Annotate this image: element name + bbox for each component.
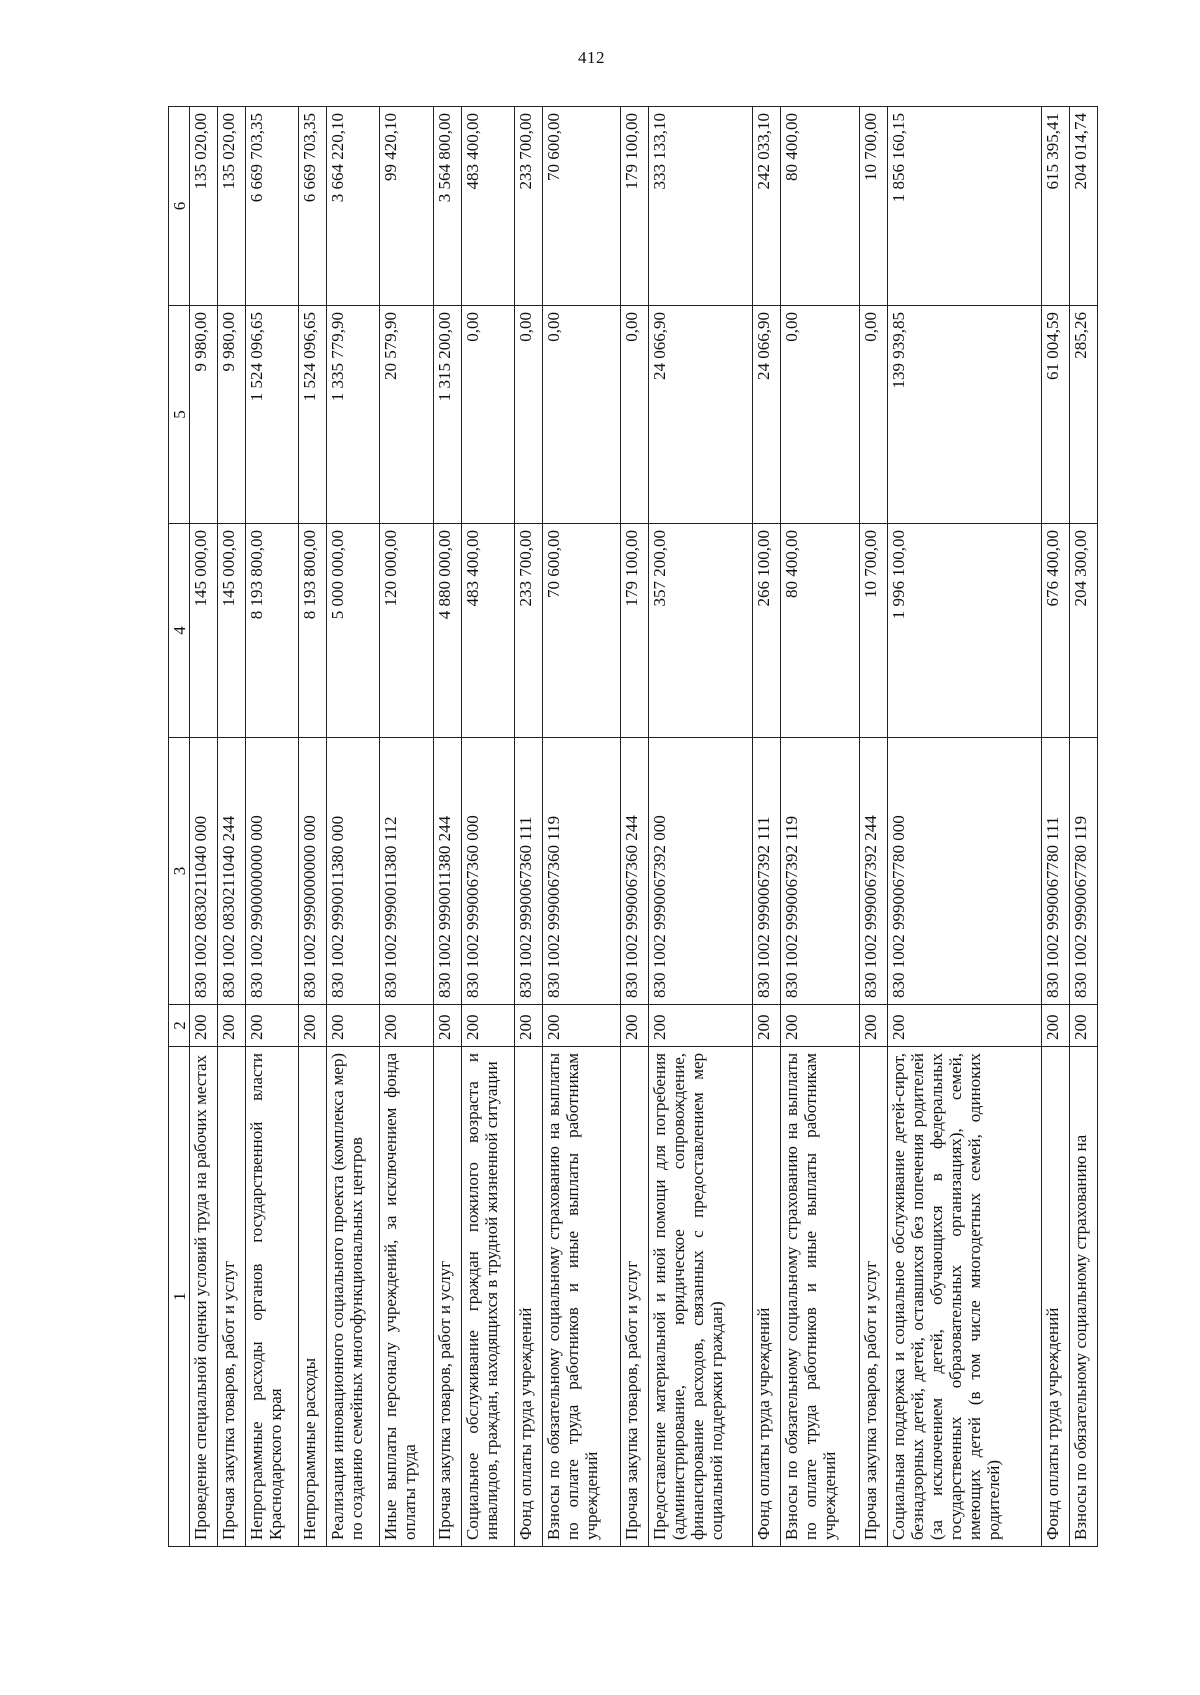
row-col6: 242 033,10 [753, 107, 781, 306]
table-row [1069, 107, 1097, 1547]
table-row [217, 107, 245, 1547]
row-col4: 8 193 800,00 [299, 524, 327, 738]
row-col2: 200 [621, 1005, 649, 1047]
table-row [461, 107, 514, 1547]
row-code: 830 1002 9990067392 119 [781, 738, 860, 1005]
row-col2: 200 [245, 1005, 298, 1047]
row-col6: 99 420,10 [380, 107, 433, 306]
row-code: 830 1002 9990067360 119 [542, 738, 621, 1005]
row-col2: 200 [514, 1005, 542, 1047]
row-name: Иные выплаты персоналу учреждений, за исключением фонда оплаты труда [380, 1047, 433, 1547]
row-col2: 200 [859, 1005, 887, 1047]
row-col4: 80 400,00 [781, 524, 860, 738]
row-col4: 204 300,00 [1069, 524, 1097, 738]
row-col2: 200 [327, 1005, 380, 1047]
row-col2: 200 [753, 1005, 781, 1047]
row-col5: 0,00 [461, 306, 514, 524]
row-col5: 24 066,90 [649, 306, 753, 524]
row-code: 830 1002 9990067360 111 [514, 738, 542, 1005]
row-name: Фонд оплаты труда учреждений [1042, 1047, 1070, 1547]
row-col4: 233 700,00 [514, 524, 542, 738]
row-code: 830 1002 9990011380 000 [327, 738, 380, 1005]
row-col6: 483 400,00 [461, 107, 514, 306]
row-code: 830 1002 9990000000 000 [299, 738, 327, 1005]
row-col6: 6 669 703,35 [299, 107, 327, 306]
row-col4: 145 000,00 [217, 524, 245, 738]
row-name: Социальная поддержка и социальное обслуживание детей-сирот, безнадзорных детей, детей, оставшихся без попечения родителей (за исключением детей, обучающихся в федеральных государственных образовательных организациях), семей, имеющих детей (в том числе многодетных семей, одиноких родителей) [887, 1047, 1041, 1547]
table-row [542, 107, 621, 1547]
budget-table [168, 106, 1098, 1547]
row-col2: 200 [299, 1005, 327, 1047]
header-cell: 4 [169, 524, 190, 738]
row-col6: 179 100,00 [621, 107, 649, 306]
row-col2: 200 [190, 1005, 218, 1047]
table-row [327, 107, 380, 1547]
table-row [245, 107, 298, 1547]
row-col5: 139 939,85 [887, 306, 1041, 524]
table-row [190, 107, 218, 1547]
header-cell: 5 [169, 306, 190, 524]
row-col4: 676 400,00 [1042, 524, 1070, 738]
row-code: 830 1002 0830211040 000 [190, 738, 218, 1005]
row-col6: 3 564 800,00 [433, 107, 461, 306]
row-name: Прочая закупка товаров, работ и услуг [217, 1047, 245, 1547]
row-col6: 3 664 220,10 [327, 107, 380, 306]
row-code: 830 1002 9990067392 111 [753, 738, 781, 1005]
row-code: 830 1002 9990067360 000 [461, 738, 514, 1005]
row-code: 830 1002 9990067392 000 [649, 738, 753, 1005]
row-name: Непрограммные расходы органов государственной власти Краснодарского края [245, 1047, 298, 1547]
row-col4: 70 600,00 [542, 524, 621, 738]
row-name: Прочая закупка товаров, работ и услуг [433, 1047, 461, 1547]
header-cell: 6 [169, 107, 190, 306]
row-col6: 1 856 160,15 [887, 107, 1041, 306]
row-col5: 0,00 [621, 306, 649, 524]
row-code: 830 1002 0830211040 244 [217, 738, 245, 1005]
table-row [299, 107, 327, 1547]
row-col2: 200 [380, 1005, 433, 1047]
row-col5: 1 315 200,00 [433, 306, 461, 524]
row-code: 830 1002 9990067780 000 [887, 738, 1041, 1005]
row-col2: 200 [887, 1005, 1041, 1047]
row-name: Реализация инновационного социального проекта (комплекса мер) по созданию семейных многофункциональных центров [327, 1047, 380, 1547]
row-col2: 200 [1069, 1005, 1097, 1047]
row-col4: 1 996 100,00 [887, 524, 1041, 738]
row-col5: 9 980,00 [190, 306, 218, 524]
row-col6: 204 014,74 [1069, 107, 1097, 306]
row-name: Прочая закупка товаров, работ и услуг [621, 1047, 649, 1547]
row-col4: 483 400,00 [461, 524, 514, 738]
row-name: Фонд оплаты труда учреждений [753, 1047, 781, 1547]
row-col4: 145 000,00 [190, 524, 218, 738]
row-name: Предоставление материальной и иной помощи для погребения (администрирование, юридическое сопровождение, финансирование расходов, связанных с предоставлением мер социальной поддержки граждан) [649, 1047, 753, 1547]
header-cell: 1 [169, 1047, 190, 1547]
row-code: 830 1002 9990067392 244 [859, 738, 887, 1005]
row-col4: 5 000 000,00 [327, 524, 380, 738]
row-col5: 0,00 [542, 306, 621, 524]
row-col5: 285,26 [1069, 306, 1097, 524]
row-col5: 0,00 [781, 306, 860, 524]
rotated-table-container [168, 107, 1098, 1547]
row-code: 830 1002 9900000000 000 [245, 738, 298, 1005]
row-col6: 233 700,00 [514, 107, 542, 306]
row-col6: 135 020,00 [190, 107, 218, 306]
header-row [169, 107, 190, 1547]
row-col6: 615 395,41 [1042, 107, 1070, 306]
row-name: Взносы по обязательному социальному страхованию на выплаты по оплате труда работников и иные выплаты работникам учреждений [781, 1047, 860, 1547]
row-code: 830 1002 9990067360 244 [621, 738, 649, 1005]
row-code: 830 1002 9990067780 111 [1042, 738, 1070, 1005]
table-row [621, 107, 649, 1547]
row-col4: 266 100,00 [753, 524, 781, 738]
header-cell: 3 [169, 738, 190, 1005]
row-col4: 179 100,00 [621, 524, 649, 738]
row-col4: 120 000,00 [380, 524, 433, 738]
row-col6: 333 133,10 [649, 107, 753, 306]
page-number: 412 [578, 48, 605, 67]
row-col5: 1 335 779,90 [327, 306, 380, 524]
row-col5: 9 980,00 [217, 306, 245, 524]
row-col2: 200 [461, 1005, 514, 1047]
row-col4: 357 200,00 [649, 524, 753, 738]
row-col4: 10 700,00 [859, 524, 887, 738]
row-col2: 200 [433, 1005, 461, 1047]
header-cell: 2 [169, 1005, 190, 1047]
row-col5: 1 524 096,65 [299, 306, 327, 524]
row-code: 830 1002 9990011380 112 [380, 738, 433, 1005]
table-row [753, 107, 781, 1547]
row-col6: 70 600,00 [542, 107, 621, 306]
row-col2: 200 [781, 1005, 860, 1047]
row-name: Фонд оплаты труда учреждений [514, 1047, 542, 1547]
row-col5: 0,00 [514, 306, 542, 524]
row-col4: 4 880 000,00 [433, 524, 461, 738]
row-col5: 61 004,59 [1042, 306, 1070, 524]
row-col2: 200 [1042, 1005, 1070, 1047]
row-col4: 8 193 800,00 [245, 524, 298, 738]
row-col2: 200 [542, 1005, 621, 1047]
table-row [649, 107, 753, 1547]
row-name: Взносы по обязательному социальному страхованию на [1069, 1047, 1097, 1547]
row-col5: 1 524 096,65 [245, 306, 298, 524]
row-col5: 24 066,90 [753, 306, 781, 524]
table-row [859, 107, 887, 1547]
row-col5: 20 579,90 [380, 306, 433, 524]
row-name: Прочая закупка товаров, работ и услуг [859, 1047, 887, 1547]
row-name: Непрограммные расходы [299, 1047, 327, 1547]
row-name: Социальное обслуживание граждан пожилого возраста и инвалидов, граждан, находящихся в трудной жизненной ситуации [461, 1047, 514, 1547]
row-col6: 10 700,00 [859, 107, 887, 306]
row-name: Проведение специальной оценки условий труда на рабочих местах [190, 1047, 218, 1547]
row-col6: 6 669 703,35 [245, 107, 298, 306]
table-row [433, 107, 461, 1547]
row-code: 830 1002 9990011380 244 [433, 738, 461, 1005]
table-row [514, 107, 542, 1547]
row-col6: 135 020,00 [217, 107, 245, 306]
table-row [380, 107, 433, 1547]
row-col6: 80 400,00 [781, 107, 860, 306]
row-col5: 0,00 [859, 306, 887, 524]
table-row [887, 107, 1041, 1547]
row-col2: 200 [649, 1005, 753, 1047]
table-row [1042, 107, 1070, 1547]
table-row [781, 107, 860, 1547]
row-code: 830 1002 9990067780 119 [1069, 738, 1097, 1005]
row-col2: 200 [217, 1005, 245, 1047]
row-name: Взносы по обязательному социальному страхованию на выплаты по оплате труда работников и иные выплаты работникам учреждений [542, 1047, 621, 1547]
